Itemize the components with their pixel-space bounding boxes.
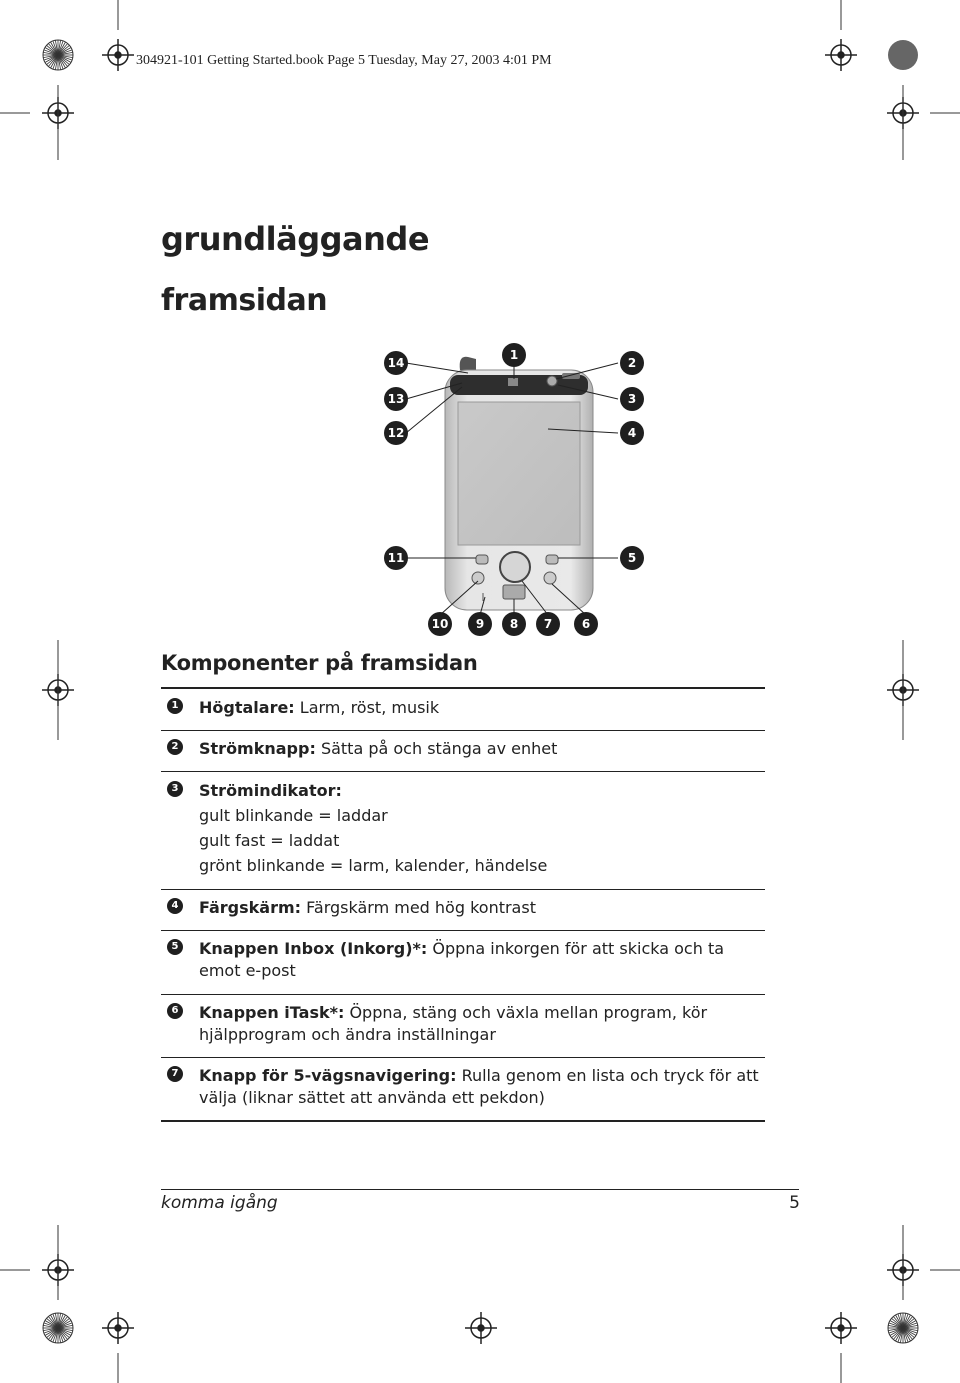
item-number-badge: 1 bbox=[167, 698, 183, 714]
item-number-badge: 5 bbox=[167, 939, 183, 955]
item-description: Larm, röst, musik bbox=[294, 698, 440, 717]
item-text bbox=[199, 1065, 759, 1109]
power-button bbox=[547, 376, 557, 386]
callout-number: 2 bbox=[627, 356, 637, 370]
item-label: Högtalare: bbox=[199, 698, 295, 717]
item-label: Knapp för 5-vägsnavigering: bbox=[199, 1066, 457, 1085]
item-label: Färgskärm: bbox=[199, 898, 302, 917]
row-divider bbox=[161, 994, 765, 995]
item-number-badge: 3 bbox=[167, 781, 183, 797]
item-number-badge: 2 bbox=[167, 739, 183, 755]
row-divider bbox=[161, 930, 765, 931]
item-text bbox=[199, 938, 759, 982]
callout-number: 11 bbox=[387, 551, 405, 565]
itask-button bbox=[544, 572, 556, 584]
item-text bbox=[199, 738, 759, 760]
item-label: Knappen iTask*: bbox=[199, 1003, 345, 1022]
callout-number: 8 bbox=[509, 617, 519, 631]
device-figure bbox=[300, 335, 680, 640]
callout-number: 12 bbox=[387, 426, 405, 440]
chapter-title: grundläggande bbox=[161, 220, 430, 258]
callout-number: 1 bbox=[509, 348, 519, 362]
left-button bbox=[476, 555, 488, 564]
callout-number: 14 bbox=[387, 356, 405, 370]
item-number-badge: 6 bbox=[167, 1003, 183, 1019]
item-line: gult blinkande = laddar bbox=[199, 806, 388, 825]
item-text bbox=[199, 780, 759, 877]
page-number: 5 bbox=[789, 1193, 800, 1213]
table-top-rule bbox=[161, 687, 765, 689]
callout-number: 5 bbox=[627, 551, 637, 565]
callout-number: 13 bbox=[387, 392, 405, 406]
item-label: Strömindikator: bbox=[199, 781, 342, 800]
item-line: grönt blinkande = larm, kalender, händelse bbox=[199, 856, 548, 875]
row-divider bbox=[161, 889, 765, 890]
item-number-badge: 7 bbox=[167, 1066, 183, 1082]
item-description: Rulla genom en lista och tryck för att välja (liknar sättet att använda ett pekdon) bbox=[199, 1066, 759, 1107]
pocket-pc-device bbox=[445, 357, 593, 610]
footer-rule bbox=[161, 1189, 799, 1190]
row-divider bbox=[161, 730, 765, 731]
color-screen bbox=[458, 402, 580, 545]
item-description: Öppna, stäng och växla mellan program, kör hjälpprogram och ändra inställningar bbox=[199, 1003, 708, 1044]
item-description: Färgskärm med hög kontrast bbox=[301, 898, 536, 917]
item-text bbox=[199, 1002, 759, 1046]
row-divider bbox=[161, 1120, 765, 1122]
item-text bbox=[199, 697, 759, 719]
callout-number: 7 bbox=[543, 617, 553, 631]
speaker-grille bbox=[508, 378, 518, 386]
item-label: Knappen Inbox (Inkorg)*: bbox=[199, 939, 428, 958]
item-description: Öppna inkorgen för att skicka och ta emot e-post bbox=[199, 939, 725, 980]
callout-number: 6 bbox=[581, 617, 591, 631]
item-label: Strömknapp: bbox=[199, 739, 316, 758]
row-divider bbox=[161, 771, 765, 772]
page-subtitle: framsidan bbox=[161, 283, 328, 318]
item-number-badge: 4 bbox=[167, 898, 183, 914]
lower-left-button bbox=[472, 572, 484, 584]
section-heading: Komponenter på framsidan bbox=[161, 651, 478, 675]
callout-number: 10 bbox=[431, 617, 449, 631]
inbox-button bbox=[546, 555, 558, 564]
row-divider bbox=[161, 1057, 765, 1058]
footer-chapter: komma igång bbox=[161, 1193, 278, 1213]
callout-number: 9 bbox=[475, 617, 485, 631]
item-line: gult fast = laddat bbox=[199, 831, 340, 850]
item-description: Sätta på och stänga av enhet bbox=[315, 739, 558, 758]
item-text bbox=[199, 897, 759, 919]
callout-number: 4 bbox=[627, 426, 637, 440]
page-header: 304921-101 Getting Started.book Page 5 Tuesday, May 27, 2003 4:01 PM bbox=[136, 53, 552, 68]
callout-number: 3 bbox=[627, 392, 637, 406]
navigation-button bbox=[500, 552, 530, 582]
